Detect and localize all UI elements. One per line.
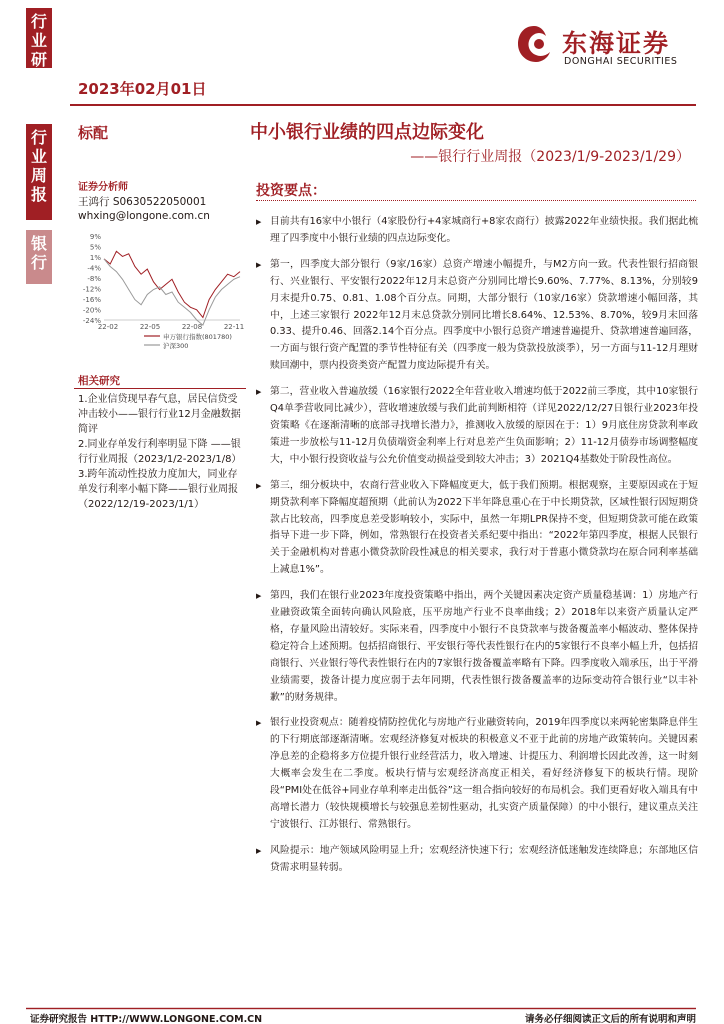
logo-text-cn: 东海证券 — [562, 29, 671, 58]
side-tab-bank: 银行 — [26, 230, 52, 284]
side-tab-weekly-report: 行业周报 — [26, 124, 52, 220]
index-performance-chart — [74, 230, 246, 350]
industry-rating: 标配 — [78, 124, 109, 142]
investment-divider — [256, 200, 696, 201]
x-tick-label: 22-08 — [181, 323, 203, 331]
logo-mark-icon — [512, 22, 556, 66]
footer-disclaimer: 请务必仔细阅读正文后的所有说明和声明 — [524, 1014, 696, 1024]
side-tab-industry-research: 行业研究 — [26, 8, 52, 68]
header-divider — [70, 104, 696, 106]
investment-heading: 投资要点： — [256, 183, 326, 199]
legend-label-0: 申万银行指数(801780) — [163, 333, 232, 341]
investment-point: ▶ 风险提示：地产领域风险明显上升；宏观经济快速下行；宏观经济低迷触发连续降息；东部地区信贷需求明显转弱。 — [256, 843, 698, 877]
related-item[interactable]: 1.企业信贷现早春气息，居民信贷受冲击较小——银行行业12月金融数据简评 — [78, 394, 241, 435]
related-research-label: 相关研究 — [78, 375, 120, 387]
related-divider — [74, 388, 246, 389]
report-title: 中小银行业绩的四点边际变化 — [250, 122, 484, 143]
y-tick-label: -20% — [82, 306, 101, 315]
footer-divider — [26, 1008, 696, 1009]
company-logo — [512, 22, 702, 72]
related-item[interactable]: 3.跨年流动性投放力度加大，同业存单发行利率小幅下降——银行业周报（2022/12/19-2023/1/1） — [78, 469, 238, 510]
investment-points — [256, 214, 698, 886]
investment-point: ▶ 第二，营业收入普遍放缓（16家银行2022全年营业收入增速均低于2022前三季度，其中10家银行Q4单季营收同比减少），营收增速放缓与我们此前判断相符（详见2022/12/27日银行业2023年投资策略《在逐渐清晰的底部寻找增长潜力》，推测收入放缓的原因在于：1）9月底住房贷款利率政策进一步放松与11-12月负债端资金利率上行对息差产生负面影响；2）11-12月债券市场调整幅度大，中小银行投资收益与公允价值变动损益受到较大冲击；3）2021Q4基数处于阶段性高位。 — [256, 384, 698, 469]
y-tick-label: 1% — [89, 254, 101, 262]
investment-point: ▶ 目前共有16家中小银行（4家股份行+4家城商行+8家农商行）披露2022年业绩快报。我们据此梳理了四季度中小银行业绩的四点边际变化。 — [256, 214, 698, 248]
x-tick-label: 22-05 — [139, 323, 161, 331]
y-tick-label: -12% — [82, 285, 101, 294]
logo-text-en: DONGHAI SECURITIES — [564, 56, 678, 67]
analyst-label: 证券分析师 — [78, 182, 128, 193]
x-tick-label: 22-02 — [97, 323, 119, 331]
analyst-name: 王鸿行 S0630522050001 — [78, 196, 207, 208]
related-item[interactable]: 2.同业存单发行利率明显下降 ——银行行业周报（2023/1/2-2023/1/8） — [78, 439, 242, 465]
related-research-list — [78, 392, 244, 512]
footer-website[interactable]: 证券研究报告 HTTP://WWW.LONGONE.COM.CN — [30, 1014, 263, 1024]
legend-label-1: 沪深300 — [163, 342, 189, 350]
y-tick-label: -4% — [87, 264, 101, 273]
y-tick-label: 5% — [89, 243, 101, 252]
investment-point: ▶ 第三，细分板块中，农商行营业收入下降幅度更大，低于我们预期。根据观察，主要原因或在于短期贷款利率下降幅度超预期（此前认为2022下半年降息重心在于中长期贷款，区域性银行因短期贷款占比较高，四季度息差受影响较小，实际中，虽然一年期LPR保持不变，但短期贷款可能在政策指导下进一步下降，例如，常熟银行在投资者关系纪要中指出：“2022年第四季度，根据人民银行关于金融机构对普惠小微贷款阶段性减息的相关要求，我行对于普惠小微贷款均在原合同利率基础上减息1%”。 — [256, 478, 698, 579]
x-tick-label: 22-11 — [223, 323, 245, 331]
report-subtitle: ——银行行业周报（2023/1/9-2023/1/29） — [410, 149, 690, 165]
investment-point: ▶ 第一，四季度大部分银行（9家/16家）总资产增速小幅提升，与M2方向一致。代表性银行招商银行、兴业银行、平安银行2022年12月末总资产分别同比增长9.60%、7.77%、8.13%，分别较9月末提升0.75、0.81、1.08个百分点。同期，大部分银行（10家/16家）贷款增速小幅回落，其中，上述三家银行 2022年12月末总贷款分别同比增长8.64%、12.53%、8.70%，较9月末回落0.33、提升0.46、回落2.14个百分点。四季度中小银行总资产增速普遍提升、贷款增速普遍回落，一方面与银行资产配置的季节性特征有关（四季度一般为贷款投放淡季），另一方面与11-12月理财赎回潮中，票内投资类资产配置力度边际提升有关。 — [256, 257, 698, 375]
y-tick-label: -8% — [87, 275, 101, 283]
report-date: 2023年02月01日 — [78, 80, 207, 98]
series-line-1 — [104, 259, 240, 325]
investment-point: ▶ 银行业投资观点：随着疫情防控优化与房地产行业融资转向，2019年四季度以来两轮密集降息伴生的下行期底部逐渐清晰。宏观经济修复对板块的积极意义不亚于此前的房地产政策转向。关键因素净息差的企稳将多方位提升银行业经营活力，收入增速、计提压力、利润增长因此改善，这一时刻大概率会发生在二季度。板块行情与宏观经济高度正相关，看好经济修复下的板块行情。现阶段“PMI处在低谷+同业存单利率走出低谷”这一组合指向较好的布局机会。我们更看好收入端具有中高增长潜力（较快规模增长与较强息差韧性驱动，扎实资产质量保障）的中小银行，建议重点关注宁波银行、江苏银行、常熟银行。 — [256, 715, 698, 833]
y-tick-label: -16% — [82, 296, 101, 304]
investment-point: ▶ 第四，我们在银行业2023年度投资策略中指出，两个关键因素决定资产质量稳基调：1）房地产行业融资政策全面转向确认风险底，压平房地产行业不良率曲线；2）2018年以来资产质量认定严格，存量风险出清较好。实际来看，四季度中小银行不良贷款率与拨备覆盖率小幅波动、整体保持稳定符合上述预期。包括招商银行、平安银行等代表性银行在内的5家银行不良率小幅上升，包括招商银行、兴业银行等代表性银行在内的7家银行拨备覆盖率略有下降。四季度收入端承压，出于平滑业绩需要，拨备计提力度应弱于去年同期，代表性银行拨备覆盖率的边际变动符合银行业“以丰补歉”的财务规律。 — [256, 588, 698, 706]
y-tick-label: -24% — [82, 317, 101, 325]
series-line-0 — [104, 251, 240, 317]
y-tick-label: 9% — [89, 233, 101, 241]
analyst-email: whxing@longone.com.cn — [78, 210, 210, 222]
chart-svg — [74, 230, 246, 350]
